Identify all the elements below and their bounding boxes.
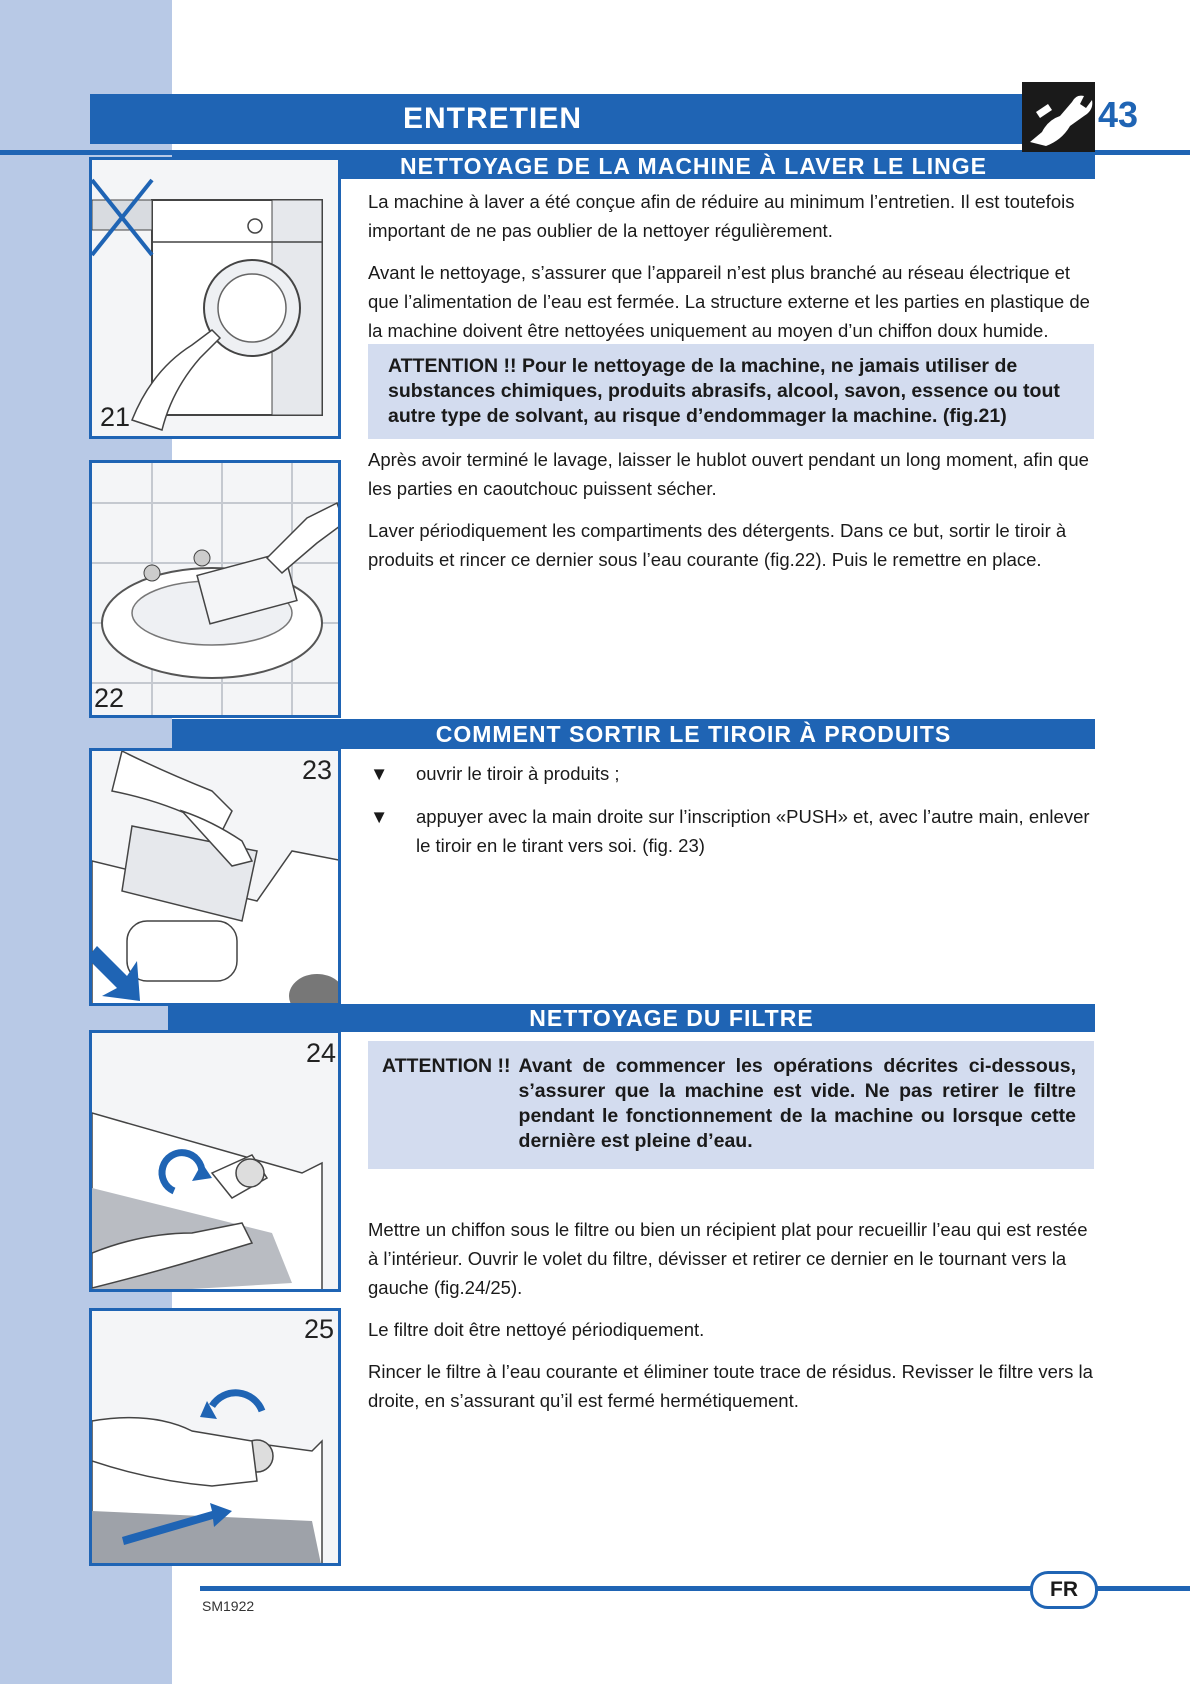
- cleaning-text-top: [368, 187, 1096, 358]
- cleaning-warning-box: [368, 344, 1094, 439]
- triangle-bullet-icon: ▼: [370, 763, 389, 784]
- figure-21-washer: [89, 157, 341, 439]
- cleaning-text-bottom: [368, 445, 1096, 587]
- triangle-bullet-icon: ▼: [370, 806, 389, 827]
- list-item: [370, 802, 1096, 860]
- warning-label: ATTENTION !!: [382, 1055, 511, 1077]
- figure-25-filter-removal: [89, 1308, 341, 1566]
- warning-text: Avant de commencer les opérations décrites ci-dessous, s’assurer que la machine est vide. Ne pas retirer le filtre pendant le fonctionnement de la machine ou lorsque cette dernière est pleine d’eau.: [518, 1055, 1076, 1152]
- page-number: 43: [1098, 94, 1139, 135]
- paragraph: Mettre un chiffon sous le filtre ou bien un récipient plat pour recueillir l’eau qui est restée à l’intérieur. Ouvrir le volet du filtre, dévisser et retirer ce dernier en le tournant vers la gauche (fig.24/25).: [368, 1219, 1088, 1298]
- filter-warning-box: [368, 1041, 1094, 1169]
- section-title-drawer: COMMENT SORTIR LE TIROIR À PRODUITS: [172, 719, 1095, 749]
- paragraph: La machine à laver a été conçue afin de réduire au minimum l’entretien. Il est toutefois important de ne pas oublier de la nettoyer régulièrement.: [368, 191, 1075, 241]
- step-text: appuyer avec la main droite sur l’inscription «PUSH» et, avec l’autre main, enlever le tiroir en le tirant vers soi. (fig. 23): [416, 806, 1090, 856]
- paragraph: Laver périodiquement les compartiments des détergents. Dans ce but, sortir le tiroir à produits et rincer ce dernier sous l’eau courante (fig.22). Puis le remettre en place.: [368, 520, 1067, 570]
- list-item: [370, 759, 1096, 788]
- paragraph: Après avoir terminé le lavage, laisser le hublot ouvert pendant un long moment, afin que les parties en caoutchouc puissent sécher.: [368, 449, 1089, 499]
- section-title-filter: NETTOYAGE DU FILTRE: [168, 1004, 1095, 1032]
- figure-number: 23: [302, 755, 333, 785]
- footer-code: SM1922: [202, 1598, 255, 1614]
- filter-text: [368, 1215, 1096, 1428]
- figure-number: 24: [306, 1038, 337, 1068]
- figure-24-filter-door: [89, 1030, 341, 1292]
- paragraph: Le filtre doit être nettoyé périodiquement.: [368, 1319, 705, 1340]
- paragraph: Avant le nettoyage, s’assurer que l’appareil n’est plus branché au réseau électrique et que l’alimentation de l’eau est fermée. La structure externe et les parties en plastique de la machine doivent être nettoyées uniquement au moyen d’un chiffon doux humide.: [368, 262, 1090, 341]
- step-text: ouvrir le tiroir à produits ;: [416, 763, 620, 784]
- section-title-cleaning: NETTOYAGE DE LA MACHINE À LAVER LE LINGE: [172, 154, 1095, 179]
- language-badge: FR: [1030, 1571, 1098, 1609]
- paragraph: Rincer le filtre à l’eau courante et éliminer toute trace de résidus. Revisser le filtre vers la droite, en s’assurant qu’il est fermé hermétiquement.: [368, 1361, 1093, 1411]
- figure-number: 25: [304, 1314, 335, 1344]
- warning-text: ATTENTION !! Pour le nettoyage de la machine, ne jamais utiliser de substances chimiques, produits abrasifs, alcool, savon, essence ou tout autre type de solvant, au risque d’endommager la machine. (fig.21): [388, 355, 1060, 427]
- figure-number: 22: [94, 683, 125, 713]
- figure-number: 21: [100, 402, 131, 432]
- wrench-hand-icon: [1022, 82, 1095, 152]
- page-title: ENTRETIEN: [90, 94, 1095, 144]
- figure-22-sink: [89, 460, 341, 718]
- figure-23-drawer: [89, 748, 341, 1006]
